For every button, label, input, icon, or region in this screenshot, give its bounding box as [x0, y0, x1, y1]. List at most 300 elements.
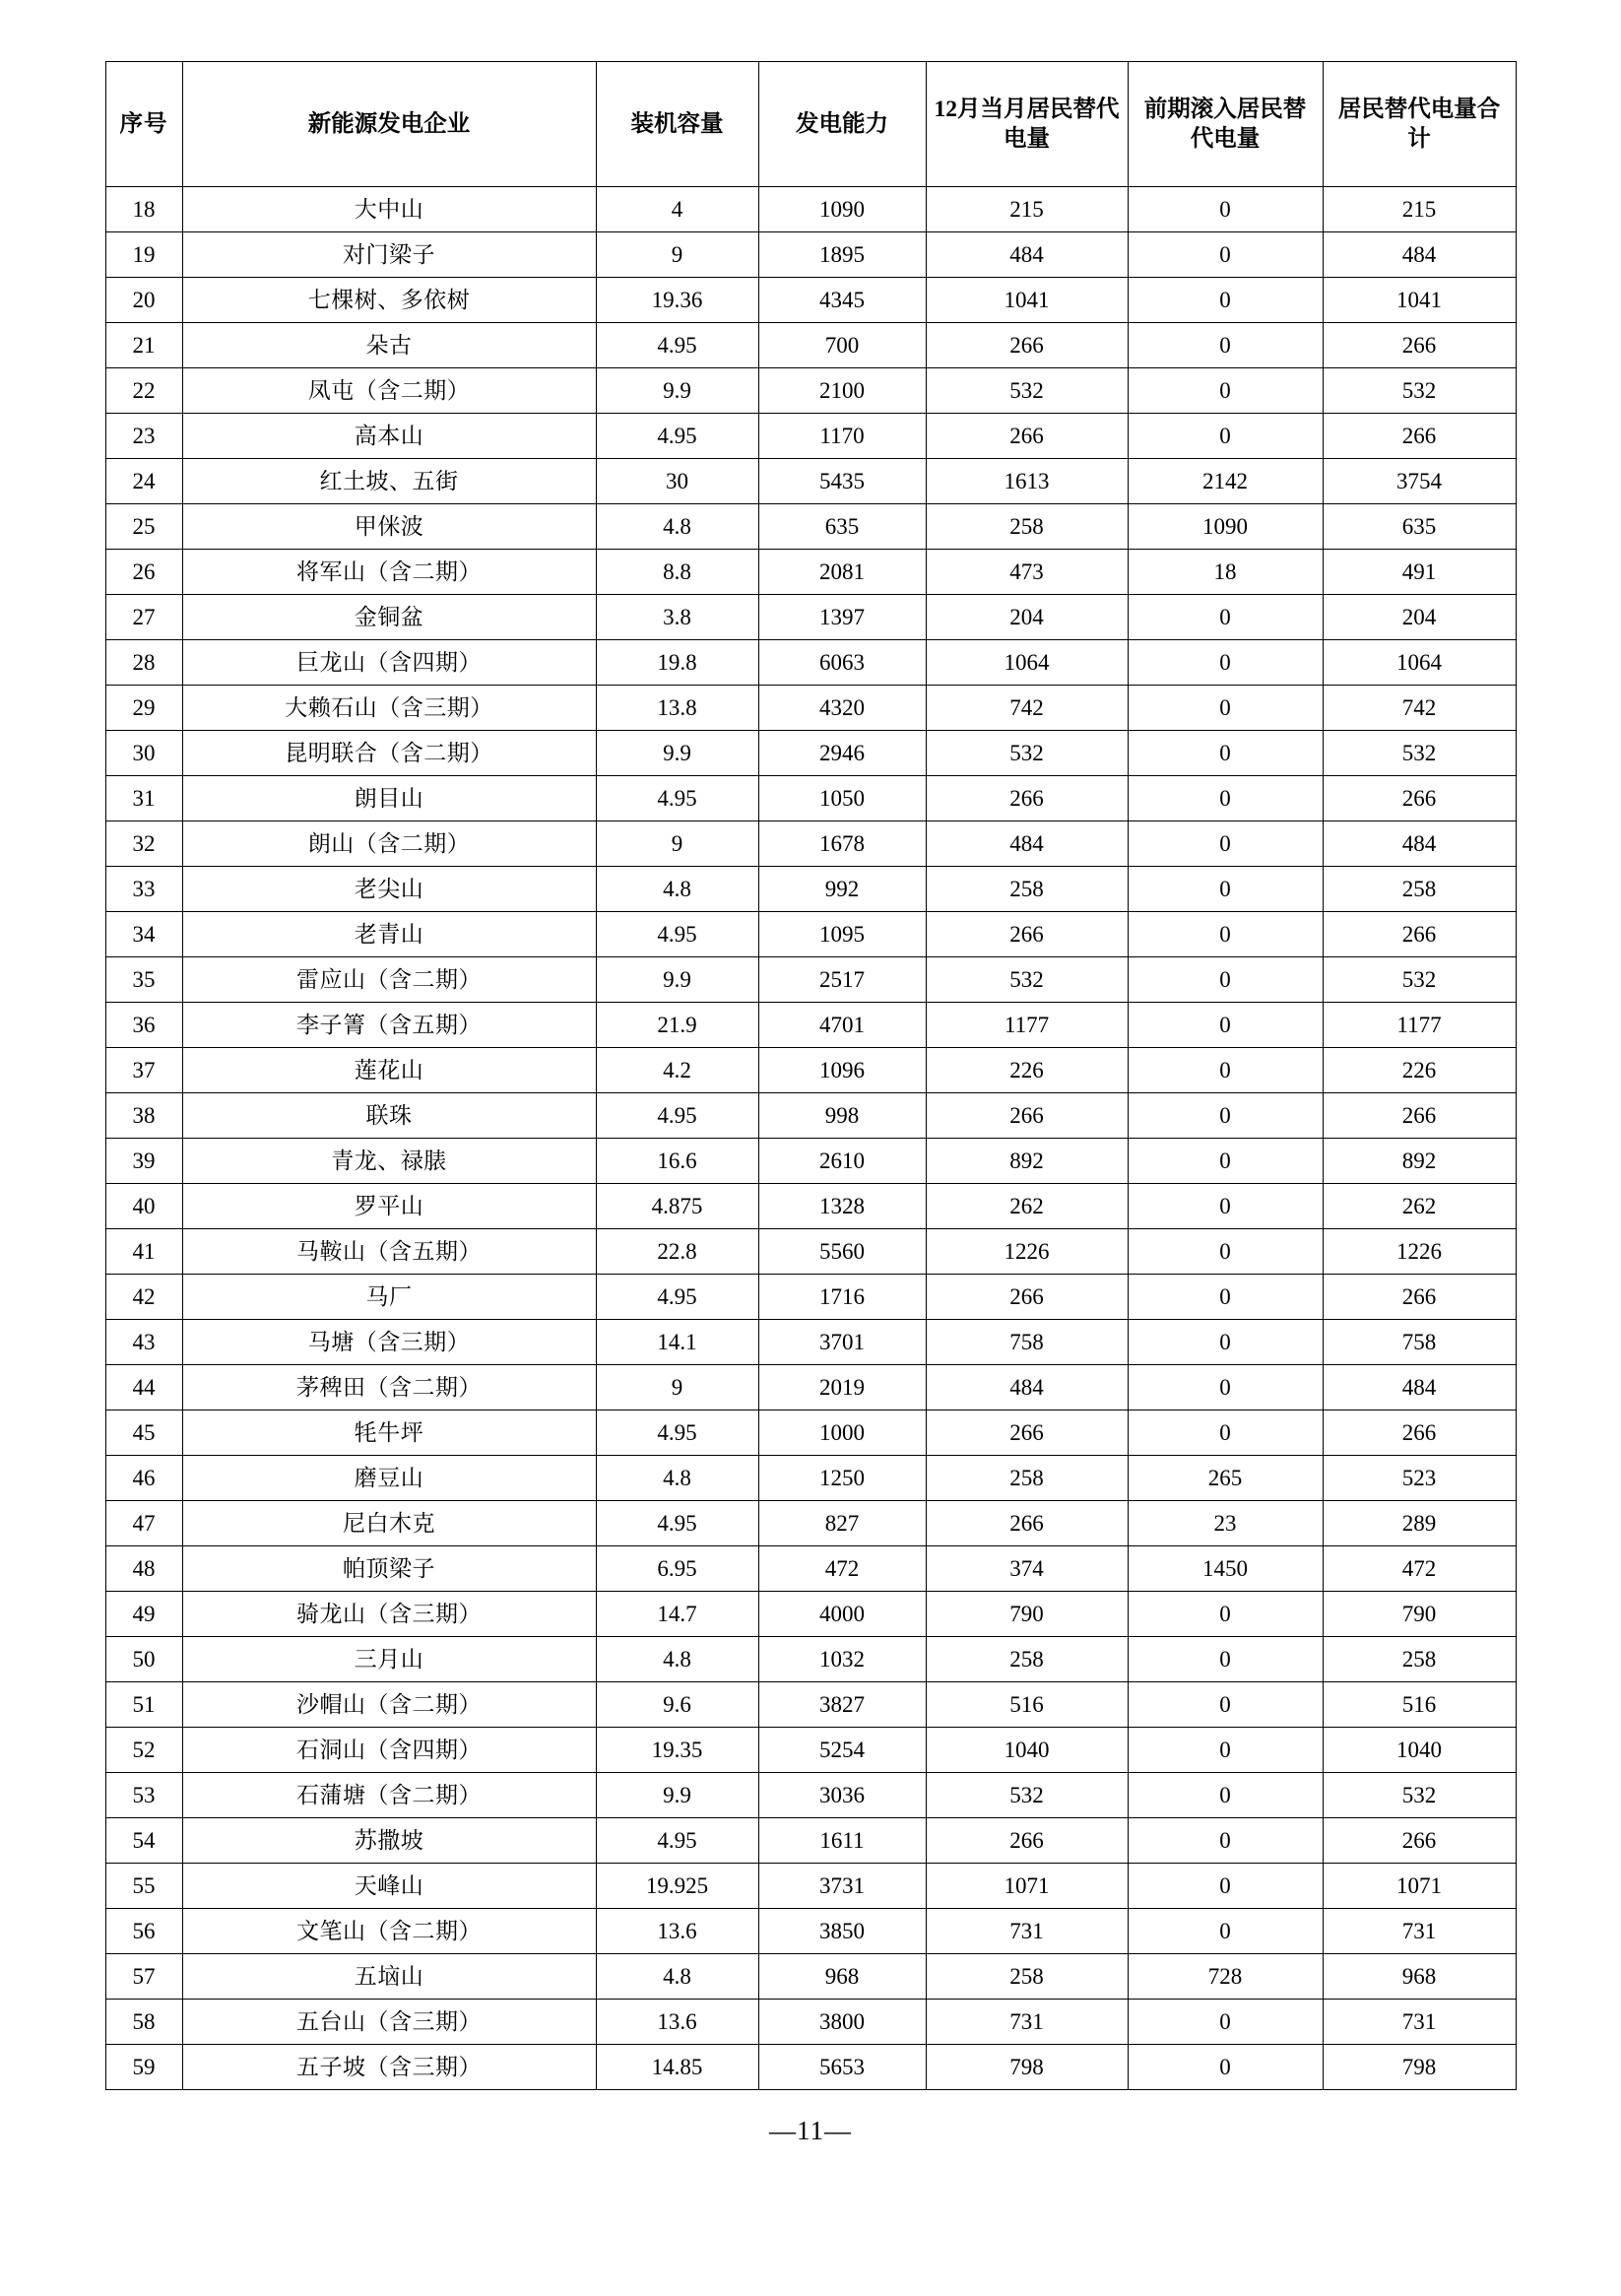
cell-total: 1071	[1323, 1864, 1516, 1909]
column-header-generation	[758, 62, 926, 187]
table-row	[105, 1093, 1516, 1139]
table-row	[105, 821, 1516, 867]
cell-generation: 1895	[758, 232, 926, 278]
cell-rolled: 0	[1128, 595, 1323, 640]
table-row	[105, 1456, 1516, 1501]
cell-total: 266	[1323, 1410, 1516, 1456]
cell-enterprise: 马厂	[182, 1275, 596, 1320]
cell-enterprise: 联珠	[182, 1093, 596, 1139]
cell-rolled: 0	[1128, 1773, 1323, 1818]
cell-capacity: 22.8	[596, 1229, 758, 1275]
cell-total: 790	[1323, 1592, 1516, 1637]
cell-enterprise: 磨豆山	[182, 1456, 596, 1501]
cell-december: 266	[926, 776, 1128, 821]
cell-index: 39	[105, 1139, 182, 1184]
cell-enterprise: 朗目山	[182, 776, 596, 821]
cell-generation: 1170	[758, 414, 926, 459]
cell-capacity: 4.8	[596, 867, 758, 912]
cell-rolled: 0	[1128, 1909, 1323, 1954]
cell-rolled: 0	[1128, 1818, 1323, 1864]
cell-december: 226	[926, 1048, 1128, 1093]
cell-enterprise: 三月山	[182, 1637, 596, 1682]
cell-generation: 1050	[758, 776, 926, 821]
cell-index: 50	[105, 1637, 182, 1682]
cell-capacity: 30	[596, 459, 758, 504]
table-row	[105, 595, 1516, 640]
cell-december: 258	[926, 1456, 1128, 1501]
table-row	[105, 1818, 1516, 1864]
cell-index: 29	[105, 686, 182, 731]
cell-generation: 5653	[758, 2045, 926, 2090]
cell-capacity: 4.95	[596, 912, 758, 957]
cell-enterprise: 五垴山	[182, 1954, 596, 2000]
cell-generation: 5254	[758, 1728, 926, 1773]
cell-enterprise: 巨龙山（含四期）	[182, 640, 596, 686]
table-row	[105, 414, 1516, 459]
cell-index: 35	[105, 957, 182, 1003]
cell-rolled: 0	[1128, 821, 1323, 867]
cell-generation: 4701	[758, 1003, 926, 1048]
cell-enterprise: 高本山	[182, 414, 596, 459]
column-header-enterprise	[182, 62, 596, 187]
cell-index: 47	[105, 1501, 182, 1546]
cell-index: 46	[105, 1456, 182, 1501]
cell-rolled: 0	[1128, 1864, 1323, 1909]
cell-rolled: 0	[1128, 1093, 1323, 1139]
cell-rolled: 0	[1128, 2045, 1323, 2090]
table-row	[105, 686, 1516, 731]
table-row	[105, 957, 1516, 1003]
cell-enterprise: 昆明联合（含二期）	[182, 731, 596, 776]
cell-rolled: 0	[1128, 1048, 1323, 1093]
column-header-index-label: 序号	[119, 110, 168, 137]
cell-index: 37	[105, 1048, 182, 1093]
cell-index: 28	[105, 640, 182, 686]
table-row	[105, 867, 1516, 912]
cell-capacity: 4.95	[596, 1093, 758, 1139]
cell-december: 258	[926, 867, 1128, 912]
cell-rolled: 0	[1128, 640, 1323, 686]
cell-generation: 1096	[758, 1048, 926, 1093]
cell-rolled: 0	[1128, 867, 1323, 912]
cell-generation: 1611	[758, 1818, 926, 1864]
cell-index: 58	[105, 2000, 182, 2045]
cell-index: 21	[105, 323, 182, 368]
cell-generation: 998	[758, 1093, 926, 1139]
cell-total: 758	[1323, 1320, 1516, 1365]
cell-capacity: 4.95	[596, 1275, 758, 1320]
cell-total: 532	[1323, 368, 1516, 414]
cell-total: 484	[1323, 1365, 1516, 1410]
table-row	[105, 1546, 1516, 1592]
table-row	[105, 232, 1516, 278]
cell-capacity: 9.9	[596, 957, 758, 1003]
cell-index: 30	[105, 731, 182, 776]
cell-capacity: 19.36	[596, 278, 758, 323]
cell-index: 52	[105, 1728, 182, 1773]
cell-rolled: 0	[1128, 912, 1323, 957]
table-row	[105, 1864, 1516, 1909]
cell-rolled: 0	[1128, 368, 1323, 414]
cell-enterprise: 马塘（含三期）	[182, 1320, 596, 1365]
cell-enterprise: 罗平山	[182, 1184, 596, 1229]
cell-generation: 1000	[758, 1410, 926, 1456]
cell-rolled: 0	[1128, 1682, 1323, 1728]
cell-december: 516	[926, 1682, 1128, 1728]
cell-enterprise: 老青山	[182, 912, 596, 957]
cell-generation: 635	[758, 504, 926, 550]
column-header-total	[1323, 62, 1516, 187]
cell-index: 31	[105, 776, 182, 821]
cell-rolled: 0	[1128, 1728, 1323, 1773]
cell-capacity: 4.95	[596, 1410, 758, 1456]
cell-total: 532	[1323, 731, 1516, 776]
cell-rolled: 0	[1128, 1592, 1323, 1637]
cell-rolled: 2142	[1128, 459, 1323, 504]
cell-capacity: 19.35	[596, 1728, 758, 1773]
cell-generation: 1250	[758, 1456, 926, 1501]
cell-total: 484	[1323, 821, 1516, 867]
cell-generation: 3731	[758, 1864, 926, 1909]
table-row	[105, 2045, 1516, 2090]
table-row	[105, 1275, 1516, 1320]
cell-total: 266	[1323, 1093, 1516, 1139]
column-header-generation-label: 发电能力	[796, 110, 888, 137]
cell-capacity: 4.8	[596, 1637, 758, 1682]
cell-capacity: 13.6	[596, 1909, 758, 1954]
cell-rolled: 0	[1128, 957, 1323, 1003]
cell-generation: 472	[758, 1546, 926, 1592]
cell-december: 473	[926, 550, 1128, 595]
cell-capacity: 19.925	[596, 1864, 758, 1909]
cell-enterprise: 朵古	[182, 323, 596, 368]
table-row	[105, 1909, 1516, 1954]
cell-december: 266	[926, 323, 1128, 368]
cell-total: 258	[1323, 1637, 1516, 1682]
cell-december: 798	[926, 2045, 1128, 2090]
cell-generation: 1090	[758, 187, 926, 232]
cell-rolled: 0	[1128, 187, 1323, 232]
cell-capacity: 4.95	[596, 776, 758, 821]
cell-total: 892	[1323, 1139, 1516, 1184]
cell-capacity: 14.85	[596, 2045, 758, 2090]
cell-generation: 827	[758, 1501, 926, 1546]
cell-rolled: 0	[1128, 1184, 1323, 1229]
cell-index: 22	[105, 368, 182, 414]
cell-enterprise: 七棵树、多依树	[182, 278, 596, 323]
cell-capacity: 4	[596, 187, 758, 232]
cell-december: 266	[926, 912, 1128, 957]
table-row	[105, 1592, 1516, 1637]
cell-december: 1613	[926, 459, 1128, 504]
table-body	[105, 187, 1516, 2090]
cell-generation: 992	[758, 867, 926, 912]
cell-generation: 2946	[758, 731, 926, 776]
cell-total: 742	[1323, 686, 1516, 731]
cell-index: 56	[105, 1909, 182, 1954]
cell-capacity: 9	[596, 232, 758, 278]
cell-index: 57	[105, 1954, 182, 2000]
cell-enterprise: 老尖山	[182, 867, 596, 912]
cell-enterprise: 金铜盆	[182, 595, 596, 640]
cell-enterprise: 茅稗田（含二期）	[182, 1365, 596, 1410]
cell-capacity: 4.8	[596, 1456, 758, 1501]
cell-capacity: 13.8	[596, 686, 758, 731]
cell-december: 532	[926, 731, 1128, 776]
table-row	[105, 368, 1516, 414]
cell-enterprise: 大赖石山（含三期）	[182, 686, 596, 731]
cell-december: 1177	[926, 1003, 1128, 1048]
cell-total: 266	[1323, 323, 1516, 368]
cell-index: 42	[105, 1275, 182, 1320]
cell-total: 532	[1323, 1773, 1516, 1818]
cell-enterprise: 凤屯（含二期）	[182, 368, 596, 414]
cell-index: 25	[105, 504, 182, 550]
cell-enterprise: 石蒲塘（含二期）	[182, 1773, 596, 1818]
cell-generation: 3827	[758, 1682, 926, 1728]
cell-enterprise: 马鞍山（含五期）	[182, 1229, 596, 1275]
cell-capacity: 6.95	[596, 1546, 758, 1592]
cell-generation: 1678	[758, 821, 926, 867]
cell-index: 43	[105, 1320, 182, 1365]
cell-december: 374	[926, 1546, 1128, 1592]
cell-index: 48	[105, 1546, 182, 1592]
cell-total: 484	[1323, 232, 1516, 278]
cell-index: 41	[105, 1229, 182, 1275]
cell-total: 1226	[1323, 1229, 1516, 1275]
cell-capacity: 9.6	[596, 1682, 758, 1728]
cell-enterprise: 将军山（含二期）	[182, 550, 596, 595]
cell-generation: 3701	[758, 1320, 926, 1365]
cell-index: 51	[105, 1682, 182, 1728]
cell-december: 262	[926, 1184, 1128, 1229]
cell-enterprise: 青龙、禄脿	[182, 1139, 596, 1184]
cell-index: 18	[105, 187, 182, 232]
cell-capacity: 4.95	[596, 1501, 758, 1546]
cell-total: 1064	[1323, 640, 1516, 686]
cell-generation: 1032	[758, 1637, 926, 1682]
cell-enterprise: 大中山	[182, 187, 596, 232]
table-row	[105, 1773, 1516, 1818]
cell-rolled: 0	[1128, 1320, 1323, 1365]
table-row	[105, 1637, 1516, 1682]
cell-december: 1040	[926, 1728, 1128, 1773]
cell-index: 40	[105, 1184, 182, 1229]
cell-december: 1041	[926, 278, 1128, 323]
cell-rolled: 0	[1128, 1365, 1323, 1410]
cell-capacity: 13.6	[596, 2000, 758, 2045]
cell-total: 262	[1323, 1184, 1516, 1229]
cell-total: 798	[1323, 2045, 1516, 2090]
cell-total: 266	[1323, 1818, 1516, 1864]
cell-enterprise: 朗山（含二期）	[182, 821, 596, 867]
cell-total: 523	[1323, 1456, 1516, 1501]
cell-enterprise: 石洞山（含四期）	[182, 1728, 596, 1773]
cell-enterprise: 雷应山（含二期）	[182, 957, 596, 1003]
table-row	[105, 550, 1516, 595]
cell-total: 204	[1323, 595, 1516, 640]
cell-capacity: 4.875	[596, 1184, 758, 1229]
cell-generation: 3036	[758, 1773, 926, 1818]
cell-december: 258	[926, 504, 1128, 550]
cell-total: 1041	[1323, 278, 1516, 323]
cell-generation: 4345	[758, 278, 926, 323]
cell-generation: 1397	[758, 595, 926, 640]
cell-rolled: 728	[1128, 1954, 1323, 2000]
cell-rolled: 0	[1128, 1637, 1323, 1682]
cell-total: 266	[1323, 776, 1516, 821]
cell-total: 731	[1323, 2000, 1516, 2045]
column-header-index	[105, 62, 182, 187]
cell-december: 266	[926, 414, 1128, 459]
cell-rolled: 1090	[1128, 504, 1323, 550]
table-row	[105, 1139, 1516, 1184]
cell-generation: 2100	[758, 368, 926, 414]
cell-rolled: 0	[1128, 1275, 1323, 1320]
cell-index: 44	[105, 1365, 182, 1410]
cell-total: 215	[1323, 187, 1516, 232]
table-row	[105, 323, 1516, 368]
cell-total: 289	[1323, 1501, 1516, 1546]
cell-total: 472	[1323, 1546, 1516, 1592]
cell-generation: 700	[758, 323, 926, 368]
cell-total: 635	[1323, 504, 1516, 550]
cell-total: 1177	[1323, 1003, 1516, 1048]
table-row	[105, 1728, 1516, 1773]
cell-rolled: 0	[1128, 1410, 1323, 1456]
column-header-december	[926, 62, 1128, 187]
cell-enterprise: 莲花山	[182, 1048, 596, 1093]
cell-enterprise: 红土坡、五街	[182, 459, 596, 504]
cell-enterprise: 对门梁子	[182, 232, 596, 278]
cell-generation: 1095	[758, 912, 926, 957]
column-header-capacity	[596, 62, 758, 187]
cell-index: 23	[105, 414, 182, 459]
cell-december: 258	[926, 1954, 1128, 2000]
cell-enterprise: 骑龙山（含三期）	[182, 1592, 596, 1637]
cell-rolled: 0	[1128, 232, 1323, 278]
cell-total: 266	[1323, 1275, 1516, 1320]
cell-rolled: 0	[1128, 776, 1323, 821]
table-row	[105, 504, 1516, 550]
cell-total: 532	[1323, 957, 1516, 1003]
cell-capacity: 16.6	[596, 1139, 758, 1184]
table-row	[105, 1954, 1516, 2000]
table-row	[105, 1501, 1516, 1546]
cell-enterprise: 尼白木克	[182, 1501, 596, 1546]
cell-total: 258	[1323, 867, 1516, 912]
table-row	[105, 278, 1516, 323]
cell-december: 742	[926, 686, 1128, 731]
cell-rolled: 265	[1128, 1456, 1323, 1501]
cell-generation: 1328	[758, 1184, 926, 1229]
cell-capacity: 14.1	[596, 1320, 758, 1365]
cell-rolled: 0	[1128, 1139, 1323, 1184]
column-header-rolled	[1128, 62, 1323, 187]
cell-december: 484	[926, 821, 1128, 867]
cell-total: 731	[1323, 1909, 1516, 1954]
cell-capacity: 9	[596, 1365, 758, 1410]
table-row	[105, 1003, 1516, 1048]
cell-index: 38	[105, 1093, 182, 1139]
table-row	[105, 2000, 1516, 2045]
cell-december: 258	[926, 1637, 1128, 1682]
cell-december: 266	[926, 1501, 1128, 1546]
cell-december: 532	[926, 957, 1128, 1003]
table-row	[105, 640, 1516, 686]
cell-total: 3754	[1323, 459, 1516, 504]
column-header-capacity-label: 装机容量	[630, 110, 724, 137]
renewable-energy-substitution-table	[105, 61, 1517, 2090]
table-row	[105, 1320, 1516, 1365]
cell-capacity: 9.9	[596, 368, 758, 414]
cell-rolled: 0	[1128, 731, 1323, 776]
cell-rolled: 1450	[1128, 1546, 1323, 1592]
cell-index: 32	[105, 821, 182, 867]
cell-generation: 5435	[758, 459, 926, 504]
cell-rolled: 0	[1128, 2000, 1323, 2045]
cell-december: 790	[926, 1592, 1128, 1637]
cell-rolled: 0	[1128, 1229, 1323, 1275]
cell-december: 532	[926, 368, 1128, 414]
cell-generation: 6063	[758, 640, 926, 686]
cell-index: 55	[105, 1864, 182, 1909]
cell-capacity: 9.9	[596, 1773, 758, 1818]
table-row	[105, 1184, 1516, 1229]
table-row	[105, 1048, 1516, 1093]
cell-enterprise: 牦牛坪	[182, 1410, 596, 1456]
cell-index: 54	[105, 1818, 182, 1864]
cell-capacity: 4.95	[596, 1818, 758, 1864]
cell-december: 266	[926, 1275, 1128, 1320]
table-row	[105, 731, 1516, 776]
table-row	[105, 912, 1516, 957]
cell-december: 266	[926, 1818, 1128, 1864]
column-header-december-label: 12月当月居民替代电量	[934, 96, 1120, 152]
cell-generation: 2610	[758, 1139, 926, 1184]
table-row	[105, 187, 1516, 232]
cell-enterprise: 甲侎波	[182, 504, 596, 550]
cell-index: 49	[105, 1592, 182, 1637]
column-header-total-label: 居民替代电量合计	[1337, 96, 1501, 152]
cell-index: 24	[105, 459, 182, 504]
cell-december: 532	[926, 1773, 1128, 1818]
cell-capacity: 19.8	[596, 640, 758, 686]
cell-capacity: 4.95	[596, 414, 758, 459]
cell-capacity: 4.95	[596, 323, 758, 368]
column-header-enterprise-label: 新能源发电企业	[307, 110, 471, 137]
cell-index: 59	[105, 2045, 182, 2090]
cell-generation: 2081	[758, 550, 926, 595]
cell-enterprise: 李子箐（含五期）	[182, 1003, 596, 1048]
cell-december: 266	[926, 1093, 1128, 1139]
table-row	[105, 1682, 1516, 1728]
cell-enterprise: 五子坡（含三期）	[182, 2045, 596, 2090]
cell-rolled: 23	[1128, 1501, 1323, 1546]
table-row	[105, 776, 1516, 821]
cell-capacity: 9	[596, 821, 758, 867]
cell-generation: 1716	[758, 1275, 926, 1320]
cell-enterprise: 苏撒坡	[182, 1818, 596, 1864]
cell-generation: 2019	[758, 1365, 926, 1410]
cell-generation: 3850	[758, 1909, 926, 1954]
cell-capacity: 4.2	[596, 1048, 758, 1093]
cell-total: 266	[1323, 414, 1516, 459]
table-row	[105, 1229, 1516, 1275]
table-row	[105, 459, 1516, 504]
cell-generation: 4000	[758, 1592, 926, 1637]
column-header-rolled-label: 前期滚入居民替代电量	[1143, 96, 1307, 152]
